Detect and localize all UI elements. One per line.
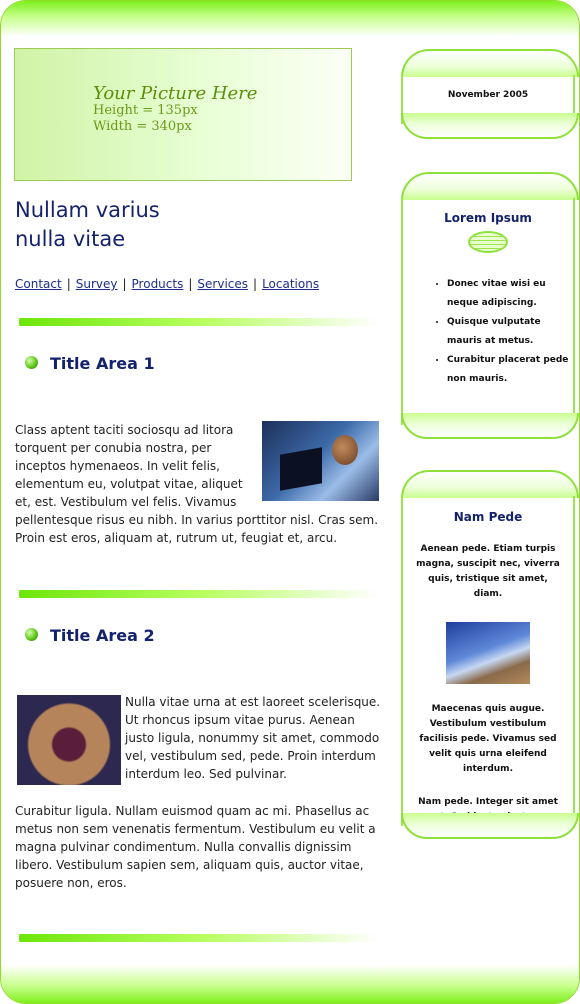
nav-separator: |: [188, 277, 193, 291]
green-orb-icon: [25, 356, 38, 369]
coin-stack-icon: [468, 231, 508, 253]
date-box-bottom: [401, 113, 579, 139]
section2-title: Title Area 2: [50, 626, 155, 645]
sky-rocks-photo: [446, 622, 530, 684]
section2-heading: [25, 626, 155, 645]
lorem-title: Lorem Ipsum: [444, 211, 532, 225]
section2-body2: [15, 802, 383, 892]
section1-body: [15, 421, 379, 547]
picture-placeholder: [14, 48, 352, 181]
photo-face: [332, 435, 358, 465]
nam-para3: Nam pede. Integer sit amet: [418, 797, 558, 807]
section2-text2: Curabitur ligula. Nullam euismod quam ac mi. Phasellus ac metus non sem venenatis fermentum. Vestibulum eu velit a magna pulvinar condimentum. Nulla convallis dignissim libero. Vestibulum sapien sem, aliquam quis, auctor vitae, posuere non, eros.: [15, 804, 376, 890]
nam-title: Nam Pede: [453, 510, 523, 524]
globe-hands-photo: [17, 695, 121, 785]
placeholder-height: Height = 135px: [93, 103, 198, 118]
green-divider: [19, 318, 379, 326]
page-title: [15, 196, 315, 254]
page-title-line2: nulla vitae: [15, 227, 126, 251]
list-item: • Donec vitae wisi eu neque adipiscing.: [447, 275, 573, 313]
bottom-banner: [1, 965, 579, 1003]
nav-link-survey[interactable]: Survey: [75, 277, 118, 291]
section2-text1: Nulla vitae urna at est laoreet scelerisque. Ut rhoncus ipsum vitae purus. Aenean justo ligula, nonummy sit amet, commodo vel, vestibulum sed, pede. Proin interdum interdum leo. Sed pulvinar.: [125, 695, 381, 781]
green-divider: [19, 590, 379, 598]
nav-link-services[interactable]: Services: [197, 277, 249, 291]
nav-link-products[interactable]: Products: [131, 277, 184, 291]
photo-laptop: [280, 447, 322, 490]
placeholder-width: Width = 340px: [93, 119, 192, 134]
lorem-box-top: [401, 172, 579, 200]
date-box-top: [401, 49, 579, 77]
nav-separator: |: [122, 277, 127, 291]
nam-para1: Aenean pede. Etiam turpis magna, suscipit nec, viverra quis, tristique sit amet, diam.: [416, 544, 560, 599]
green-divider: [19, 934, 379, 942]
list-item: • Curabitur placerat pede non mauris.: [447, 351, 573, 389]
top-banner: [1, 1, 579, 37]
lorem-list: [427, 275, 573, 389]
nav-link-locations[interactable]: Locations: [262, 277, 320, 291]
section1-heading: [25, 354, 155, 373]
nav-link-contact[interactable]: Contact: [15, 277, 62, 291]
lorem-box: [401, 198, 575, 425]
section1-title: Title Area 1: [50, 354, 155, 373]
section2-body: [15, 693, 383, 789]
businessman-photo: [262, 421, 379, 501]
nam-box-top: [401, 470, 579, 498]
nam-box: [401, 496, 575, 826]
page-title-line1: Nullam varius: [15, 198, 160, 222]
placeholder-title: Your Picture Here: [93, 83, 258, 104]
list-item: • Quisque vulputate mauris at metus.: [447, 313, 573, 351]
nam-box-bottom: [401, 813, 579, 839]
nav-separator: |: [66, 277, 71, 291]
lorem-box-bottom: [401, 413, 579, 439]
green-orb-icon: [25, 628, 38, 641]
date-label: November 2005: [447, 90, 529, 100]
section1-text: Class aptent taciti sociosqu ad litora torquent per conubia nostra, per inceptos hymenaeos. In velit felis, elementum eu, volutpat vitae, aliquet et, est. Vestibulum vel felis. Vivamus pellentesque risus eu nibh. In varius porttitor nisl. Cras sem. Proin est eros, aliquam at, rutrum ut, feugiat et, arcu.: [15, 423, 379, 545]
nam-para2: Maecenas quis augue. Vestibulum vestibulum facilisis pede. Vivamus sed velit quis urna eleifend interdum.: [419, 704, 557, 774]
nav-separator: |: [253, 277, 258, 291]
nav-bar: [15, 277, 319, 291]
